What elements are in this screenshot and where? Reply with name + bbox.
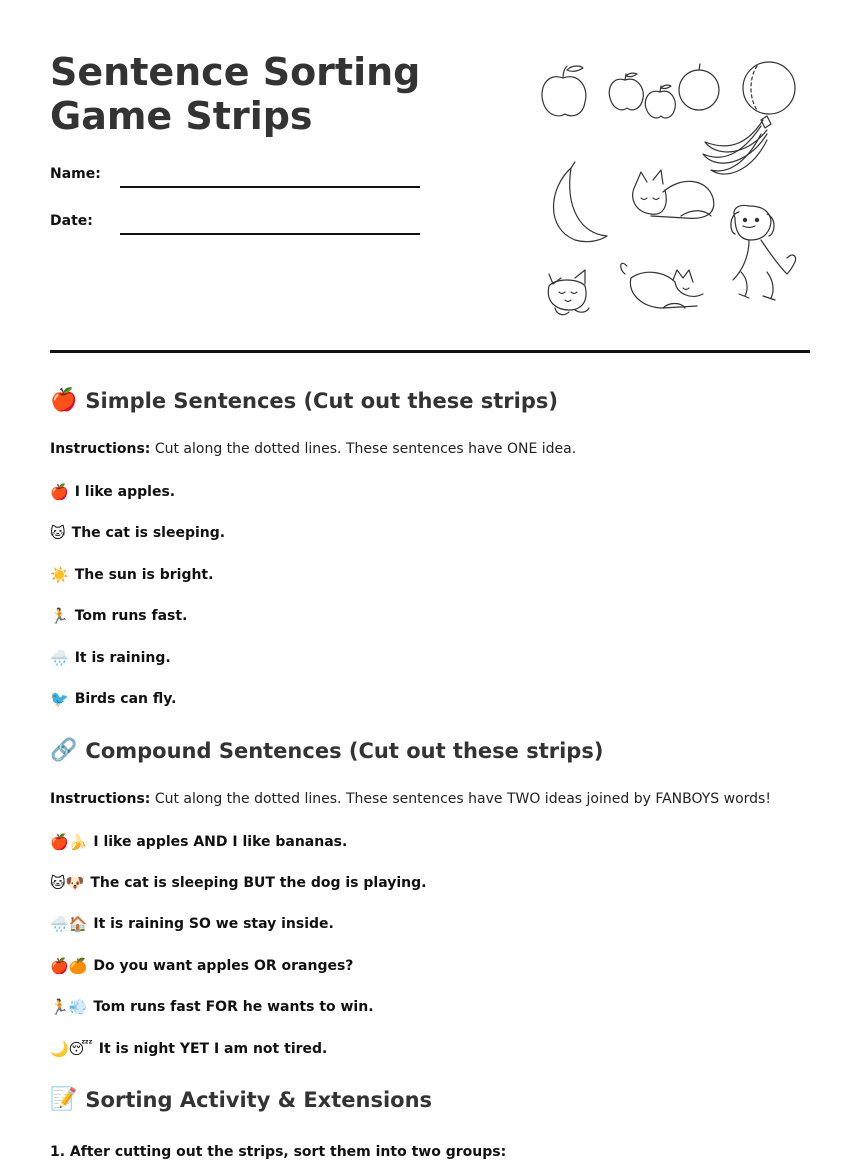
strip-text: I like apples AND I like bananas. (93, 834, 348, 850)
runner-emoji-icon: 🏃 (50, 607, 69, 625)
apple-icon (542, 66, 586, 116)
activity-step-1: 1. After cutting out the strips, sort them into two groups: (50, 1144, 507, 1160)
name-field (50, 166, 420, 182)
sun-emoji-icon: ☀️ (50, 566, 69, 584)
apple-emoji-icon: 🍎 (50, 388, 78, 413)
banana-icon (554, 162, 608, 242)
rain-cloud-emoji-icon: 🌧️ (50, 649, 69, 667)
strip-text: The sun is bright. (74, 567, 214, 583)
puppy-icon (731, 206, 796, 301)
memo-emoji-icon: 📝 (50, 1087, 78, 1112)
sleeping-cat-icon (633, 170, 714, 218)
bird-emoji-icon: 🐦 (50, 690, 69, 708)
coloring-illustration (535, 58, 805, 320)
strip-text: Do you want apples OR oranges? (93, 958, 354, 974)
compound-instructions (50, 791, 771, 807)
compound-instructions-label: Instructions: (50, 791, 151, 807)
simple-strip[interactable] (50, 607, 187, 625)
simple-instructions-label: Instructions: (50, 441, 151, 457)
strip-text: I like apples. (74, 484, 176, 500)
compound-strip[interactable] (50, 874, 426, 892)
strip-text: It is raining. (74, 650, 171, 666)
apple-banana-emoji-icon: 🍎🍌 (50, 833, 88, 851)
activity-title-text: Sorting Activity & Extensions (85, 1087, 433, 1112)
compound-strip[interactable] (50, 1040, 327, 1058)
bananas-icon (703, 116, 771, 174)
rain-house-emoji-icon: 🌧️🏠 (50, 915, 88, 933)
apple-emoji-icon: 🍎 (50, 483, 69, 501)
runner-dash-emoji-icon: 🏃💨 (50, 998, 88, 1016)
header-divider (50, 350, 810, 353)
name-label: Name: (50, 166, 101, 182)
name-line[interactable] (120, 186, 420, 188)
date-field (50, 213, 420, 229)
compound-strip[interactable] (50, 957, 353, 975)
lying-cat-icon (621, 263, 703, 308)
compound-instructions-text: Cut along the dotted lines. These sentences have TWO ideas joined by FANBOYS words! (150, 791, 771, 807)
strip-text: Tom runs fast FOR he wants to win. (93, 999, 374, 1015)
date-label: Date: (50, 213, 93, 229)
simple-instructions (50, 441, 576, 457)
compound-strip[interactable] (50, 998, 374, 1016)
simple-strip[interactable] (50, 649, 171, 667)
simple-strip[interactable] (50, 690, 176, 708)
kitten-icon (548, 270, 589, 315)
simple-instructions-text: Cut along the dotted lines. These sentences have ONE idea. (150, 441, 577, 457)
apple-orange-emoji-icon: 🍎🍊 (50, 957, 88, 975)
strip-text: It is raining SO we stay inside. (93, 916, 334, 932)
compound-title-text: Compound Sentences (Cut out these strips) (85, 738, 604, 763)
simple-title-text: Simple Sentences (Cut out these strips) (85, 388, 558, 413)
compound-strip[interactable] (50, 833, 347, 851)
date-line[interactable] (120, 233, 420, 235)
simple-strip[interactable] (50, 524, 225, 542)
orange-icon (679, 62, 795, 114)
cat-dog-emoji-icon: 🐱🐶 (50, 874, 85, 892)
strip-text: The cat is sleeping BUT the dog is playing. (90, 875, 427, 891)
moon-sleepy-emoji-icon: 🌙😴 (50, 1040, 93, 1058)
strip-text: Tom runs fast. (74, 608, 188, 624)
activity-section-title (50, 1087, 432, 1112)
strip-text: Birds can fly. (74, 691, 177, 707)
link-emoji-icon: 🔗 (50, 738, 78, 763)
worksheet-title: Sentence Sorting Game Strips (50, 50, 421, 138)
cat-emoji-icon: 🐱 (50, 524, 66, 542)
compound-strip[interactable] (50, 915, 334, 933)
strip-text: The cat is sleeping. (71, 525, 226, 541)
strip-text: It is night YET I am not tired. (98, 1041, 328, 1057)
simple-strip[interactable] (50, 566, 213, 584)
simple-section-title (50, 388, 558, 413)
apples-icon (609, 73, 675, 118)
compound-section-title (50, 738, 603, 763)
simple-strip[interactable] (50, 483, 175, 501)
